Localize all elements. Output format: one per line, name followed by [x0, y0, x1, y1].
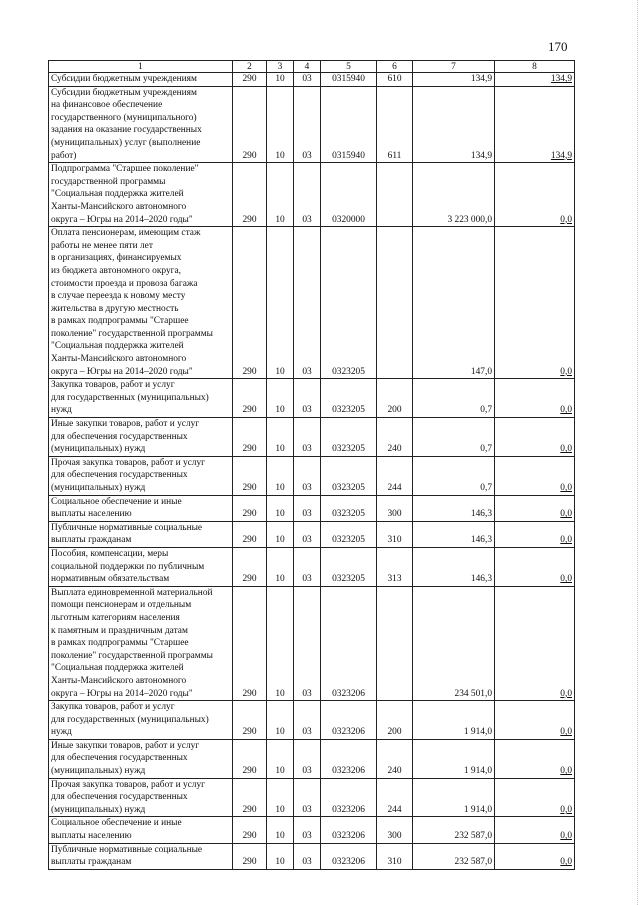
row-admin-code: 290 — [233, 778, 267, 817]
row-expense-type — [377, 586, 413, 700]
row-expense-type: 300 — [377, 817, 413, 843]
row-admin-code: 290 — [233, 418, 267, 457]
row-target-article: 0323205 — [321, 456, 377, 495]
row-subsection: 03 — [294, 778, 321, 817]
row-amount-col8: 0,0 — [495, 227, 575, 379]
budget-table — [48, 60, 575, 870]
row-subsection: 03 — [294, 586, 321, 700]
row-name: Социальное обеспечение и иные выплаты населению — [49, 495, 233, 521]
row-target-article: 0323206 — [321, 843, 377, 869]
row-subsection: 03 — [294, 817, 321, 843]
header-row — [49, 61, 575, 73]
row-admin-code: 290 — [233, 701, 267, 740]
row-subsection: 03 — [294, 73, 321, 87]
row-amount-col8: 0,0 — [495, 379, 575, 418]
row-amount-col7: 0,7 — [413, 418, 495, 457]
row-amount-col7: 3 223 000,0 — [413, 163, 495, 227]
row-subsection: 03 — [294, 701, 321, 740]
row-subsection: 03 — [294, 843, 321, 869]
row-amount-col7: 232 587,0 — [413, 817, 495, 843]
row-section: 10 — [267, 163, 294, 227]
row-target-article: 0323205 — [321, 495, 377, 521]
row-admin-code: 290 — [233, 379, 267, 418]
table-row — [49, 778, 575, 817]
row-name: Оплата пенсионерам, имеющим стаж работы не менее пяти лет в организациях, финансируемых из бюджета автономного округа, стоимости проезда и провоза багажа в случае переезда к новому месту жительства в другую местность в рамках подпрограммы "Старшее поколение" государственной программы "Социальная поддержка жителей Ханты-Мансийского автономного округа – Югры на 2014–2020 годы" — [49, 227, 233, 379]
header-col-8: 8 — [495, 61, 575, 73]
row-name: Пособия, компенсации, меры социальной поддержки по публичным нормативным обязательствам — [49, 547, 233, 586]
table-row — [49, 163, 575, 227]
row-name: Закупка товаров, работ и услуг для государственных (муниципальных) нужд — [49, 379, 233, 418]
row-target-article: 0323205 — [321, 418, 377, 457]
row-admin-code: 290 — [233, 547, 267, 586]
row-subsection: 03 — [294, 418, 321, 457]
row-target-article: 0315940 — [321, 73, 377, 87]
row-subsection: 03 — [294, 86, 321, 163]
row-expense-type: 200 — [377, 379, 413, 418]
row-name: Иные закупки товаров, работ и услуг для обеспечения государственных (муниципальных) нужд — [49, 418, 233, 457]
row-amount-col7: 146,3 — [413, 547, 495, 586]
row-subsection: 03 — [294, 521, 321, 547]
table-row — [49, 227, 575, 379]
row-section: 10 — [267, 739, 294, 778]
page-number: 170 — [548, 39, 568, 54]
row-target-article: 0323206 — [321, 778, 377, 817]
row-amount-col8: 134,9 — [495, 86, 575, 163]
row-admin-code: 290 — [233, 227, 267, 379]
row-amount-col7: 134,9 — [413, 73, 495, 87]
row-section: 10 — [267, 495, 294, 521]
row-admin-code: 290 — [233, 521, 267, 547]
table-row — [49, 521, 575, 547]
row-expense-type: 240 — [377, 418, 413, 457]
row-name: Прочая закупка товаров, работ и услуг для обеспечения государственных (муниципальных) нужд — [49, 778, 233, 817]
row-expense-type: 310 — [377, 843, 413, 869]
header-col-1: 1 — [49, 61, 233, 73]
row-subsection: 03 — [294, 227, 321, 379]
row-name: Закупка товаров, работ и услуг для государственных (муниципальных) нужд — [49, 701, 233, 740]
row-admin-code: 290 — [233, 73, 267, 87]
row-expense-type: 610 — [377, 73, 413, 87]
row-target-article: 0323205 — [321, 227, 377, 379]
row-amount-col8: 134,9 — [495, 73, 575, 87]
row-section: 10 — [267, 521, 294, 547]
row-expense-type — [377, 163, 413, 227]
header-col-3: 3 — [267, 61, 294, 73]
table-row — [49, 547, 575, 586]
row-expense-type: 244 — [377, 778, 413, 817]
row-amount-col8: 0,0 — [495, 701, 575, 740]
row-section: 10 — [267, 227, 294, 379]
table-row — [49, 739, 575, 778]
row-amount-col7: 0,7 — [413, 379, 495, 418]
row-section: 10 — [267, 456, 294, 495]
row-name: Выплата единовременной материальной помощи пенсионерам и отдельным льготным категориям населения к памятным и праздничным датам в рамках подпрограммы "Старшее поколение" государственной программы "Социальная поддержка жителей Ханты-Мансийского автономного округа – Югры на 2014–2020 годы" — [49, 586, 233, 700]
row-section: 10 — [267, 73, 294, 87]
row-expense-type: 300 — [377, 495, 413, 521]
row-target-article: 0323205 — [321, 547, 377, 586]
row-section: 10 — [267, 547, 294, 586]
row-amount-col7: 147,0 — [413, 227, 495, 379]
table-row — [49, 817, 575, 843]
row-section: 10 — [267, 418, 294, 457]
row-target-article: 0323206 — [321, 701, 377, 740]
row-expense-type: 244 — [377, 456, 413, 495]
row-target-article: 0323206 — [321, 739, 377, 778]
row-admin-code: 290 — [233, 495, 267, 521]
table-body — [49, 73, 575, 870]
row-section: 10 — [267, 586, 294, 700]
header-col-4: 4 — [294, 61, 321, 73]
row-amount-col7: 134,9 — [413, 86, 495, 163]
row-subsection: 03 — [294, 379, 321, 418]
row-amount-col8: 0,0 — [495, 843, 575, 869]
table-row — [49, 701, 575, 740]
header-col-5: 5 — [321, 61, 377, 73]
row-target-article: 0315940 — [321, 86, 377, 163]
row-name: Подпрограмма "Старшее поколение" государственной программы "Социальная поддержка жителей Ханты-Мансийского автономного округа – Югры на 2014–2020 годы" — [49, 163, 233, 227]
row-name: Субсидии бюджетным учреждениям — [49, 73, 233, 87]
row-admin-code: 290 — [233, 586, 267, 700]
table-row — [49, 379, 575, 418]
row-amount-col8: 0,0 — [495, 456, 575, 495]
row-amount-col8: 0,0 — [495, 163, 575, 227]
table-row — [49, 86, 575, 163]
row-amount-col7: 234 501,0 — [413, 586, 495, 700]
header-col-6: 6 — [377, 61, 413, 73]
row-amount-col8: 0,0 — [495, 586, 575, 700]
row-name: Субсидии бюджетным учреждениям на финансовое обеспечение государственного (муниципального) задания на оказание государственных (муниципальных) услуг (выполнение работ) — [49, 86, 233, 163]
row-amount-col7: 1 914,0 — [413, 778, 495, 817]
row-amount-col7: 146,3 — [413, 495, 495, 521]
row-amount-col7: 146,3 — [413, 521, 495, 547]
header-col-2: 2 — [233, 61, 267, 73]
row-amount-col8: 0,0 — [495, 739, 575, 778]
row-amount-col8: 0,0 — [495, 495, 575, 521]
table-row — [49, 73, 575, 87]
row-amount-col7: 0,7 — [413, 456, 495, 495]
row-name: Прочая закупка товаров, работ и услуг для обеспечения государственных (муниципальных) нужд — [49, 456, 233, 495]
row-section: 10 — [267, 86, 294, 163]
row-admin-code: 290 — [233, 163, 267, 227]
row-name: Публичные нормативные социальные выплаты гражданам — [49, 843, 233, 869]
row-admin-code: 290 — [233, 843, 267, 869]
row-expense-type: 611 — [377, 86, 413, 163]
row-target-article: 0323205 — [321, 521, 377, 547]
row-admin-code: 290 — [233, 456, 267, 495]
row-amount-col7: 1 914,0 — [413, 701, 495, 740]
row-target-article: 0323205 — [321, 379, 377, 418]
row-target-article: 0323206 — [321, 586, 377, 700]
row-section: 10 — [267, 379, 294, 418]
scan-edge-marks — [629, 0, 638, 905]
row-admin-code: 290 — [233, 817, 267, 843]
row-name: Социальное обеспечение и иные выплаты населению — [49, 817, 233, 843]
row-section: 10 — [267, 778, 294, 817]
table-row — [49, 456, 575, 495]
row-target-article: 0320000 — [321, 163, 377, 227]
row-expense-type: 240 — [377, 739, 413, 778]
row-amount-col8: 0,0 — [495, 817, 575, 843]
row-name: Публичные нормативные социальные выплаты гражданам — [49, 521, 233, 547]
row-expense-type — [377, 227, 413, 379]
row-expense-type: 200 — [377, 701, 413, 740]
row-amount-col8: 0,0 — [495, 547, 575, 586]
row-expense-type: 313 — [377, 547, 413, 586]
header-col-7: 7 — [413, 61, 495, 73]
row-section: 10 — [267, 701, 294, 740]
row-amount-col7: 232 587,0 — [413, 843, 495, 869]
row-admin-code: 290 — [233, 86, 267, 163]
row-admin-code: 290 — [233, 739, 267, 778]
row-subsection: 03 — [294, 739, 321, 778]
row-amount-col8: 0,0 — [495, 778, 575, 817]
row-section: 10 — [267, 817, 294, 843]
table-row — [49, 586, 575, 700]
row-subsection: 03 — [294, 547, 321, 586]
table-row — [49, 495, 575, 521]
row-subsection: 03 — [294, 456, 321, 495]
table-row — [49, 843, 575, 869]
row-target-article: 0323206 — [321, 817, 377, 843]
row-name: Иные закупки товаров, работ и услуг для обеспечения государственных (муниципальных) нужд — [49, 739, 233, 778]
row-subsection: 03 — [294, 495, 321, 521]
row-amount-col8: 0,0 — [495, 418, 575, 457]
table-row — [49, 418, 575, 457]
row-amount-col8: 0,0 — [495, 521, 575, 547]
row-expense-type: 310 — [377, 521, 413, 547]
row-section: 10 — [267, 843, 294, 869]
row-amount-col7: 1 914,0 — [413, 739, 495, 778]
row-subsection: 03 — [294, 163, 321, 227]
